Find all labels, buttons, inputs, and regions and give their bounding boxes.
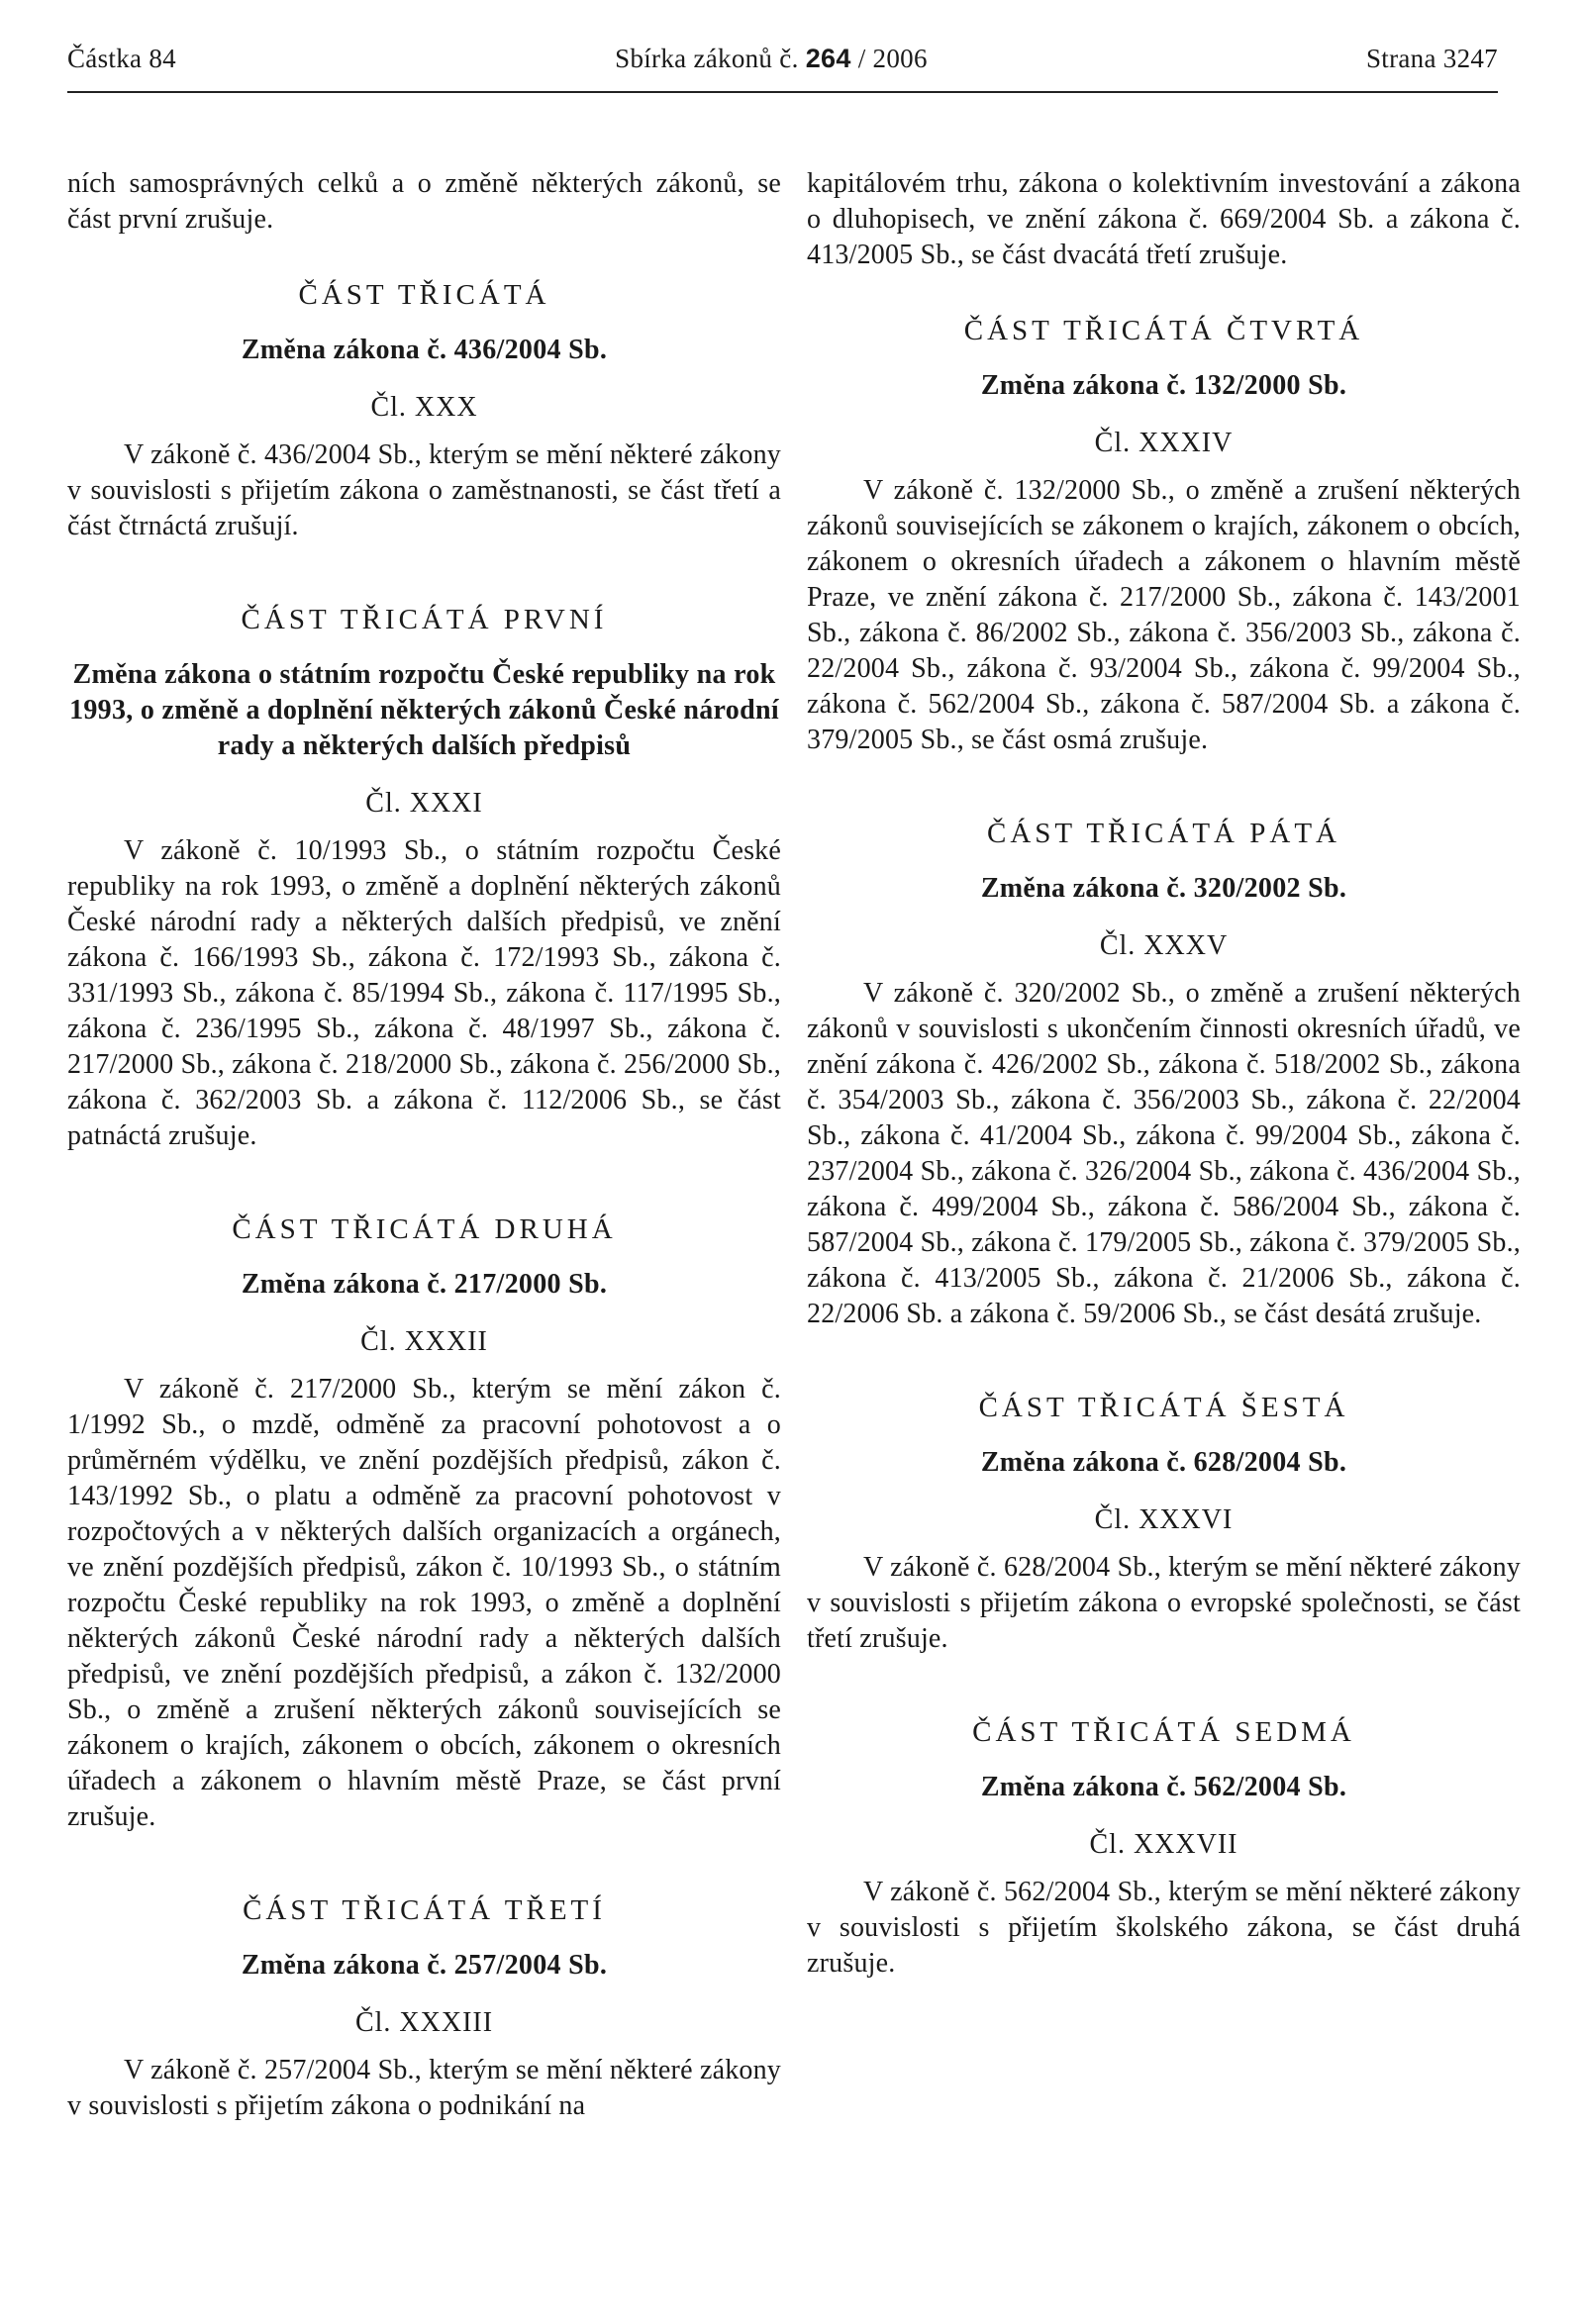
section-part-35 (807, 816, 1521, 1332)
article-text: V zákoně č. 628/2004 Sb., kterým se mění některé zákony v souvislosti s přijetím zákona o evropské společnosti, se část třetí zrušuje. (807, 1552, 1521, 1654)
part-heading: ČÁST TŘICÁTÁ PÁTÁ (987, 818, 1340, 849)
page-header (67, 44, 1498, 93)
part-heading: ČÁST TŘICÁTÁ DRUHÁ (232, 1213, 617, 1245)
article-text: V zákoně č. 562/2004 Sb., kterým se mění některé zákony v souvislosti s přijetím školského zákona, se část druhá zrušuje. (807, 1877, 1521, 1979)
part-heading: ČÁST TŘICÁTÁ SEDMÁ (972, 1716, 1355, 1748)
article-number: Čl. XXXI (365, 788, 483, 819)
article-text: V zákoně č. 436/2004 Sb., kterým se mění některé zákony v souvislosti s přijetím zákona o zaměstnanosti, se část třetí a část čtrnáctá zrušují. (67, 439, 781, 541)
continued-paragraph: ních samosprávných celků a o změně některých zákonů, se část první zrušuje. (67, 168, 781, 235)
left-column (67, 166, 781, 2124)
header-page-number: Strana 3247 (1365, 44, 1498, 73)
part-heading: ČÁST TŘICÁTÁ PRVNÍ (241, 604, 608, 635)
right-column (807, 166, 1521, 1982)
header-collection: Sbírka zákonů č. 264 / 2006 (615, 44, 928, 73)
article-text: V zákoně č. 132/2000 Sb., o změně a zrušení některých zákonů souvisejících se zákonem o krajích, zákonem o obcích, zákonem o okresních úřadech a zákonem o hlavním městě Praze, ve znění zákona č. 217/2000 Sb., zákona č. 143/2001 Sb., zákona č. 86/2002 Sb., zákona č. 356/2003 Sb., zákona č. 22/2004 Sb., zákona č. 93/2004 Sb., zákona č. 99/2004 Sb., zákona č. 562/2004 Sb., zákona č. 587/2004 Sb. a zákona č. 379/2005 Sb., se část osmá zrušuje. (807, 475, 1521, 755)
article-number: Čl. XXXIII (354, 2007, 494, 2038)
law-title: Změna zákona č. 628/2004 Sb. (980, 1447, 1347, 1478)
header-issue: Částka 84 (67, 44, 176, 73)
article-text: V zákoně č. 320/2002 Sb., o změně a zrušení některých zákonů v souvislosti s ukončením činnosti okresních úřadů, ve znění zákona č. 426/2002 Sb., zákona č. 518/2002 Sb., zákona č. 354/2003 Sb., zákona č. 356/2003 Sb., zákona č. 22/2004 Sb., zákona č. 41/2004 Sb., zákona č. 99/2004 Sb., zákona č. 237/2004 Sb., zákona č. 326/2004 Sb., zákona č. 436/2004 Sb., zákona č. 499/2004 Sb., zákona č. 586/2004 Sb., zákona č. 587/2004 Sb., zákona č. 179/2005 Sb., zákona č. 379/2005 Sb., zákona č. 413/2005 Sb., zákona č. 21/2006 Sb., zákona č. 22/2006 Sb. a zákona č. 59/2006 Sb., se část desátá zrušuje. (807, 978, 1521, 1329)
law-title: Změna zákona č. 320/2002 Sb. (980, 873, 1347, 904)
law-title: Změna zákona č. 257/2004 Sb. (241, 1950, 608, 1981)
part-heading: ČÁST TŘICÁTÁ ČTVRTÁ (963, 315, 1364, 346)
article-number: Čl. XXXVII (1089, 1829, 1238, 1860)
law-title: Změna zákona č. 132/2000 Sb. (980, 370, 1347, 401)
part-heading: ČÁST TŘICÁTÁ TŘETÍ (243, 1894, 606, 1926)
section-part-32 (67, 1211, 781, 1835)
article-text: V zákoně č. 10/1993 Sb., o státním rozpočtu České republiky na rok 1993, o změně a doplnění některých zákonů České národní rady a některých dalších předpisů, ve znění zákona č. 166/1993 Sb., zákona č. 172/1993 Sb., zákona č. 331/1993 Sb., zákona č. 85/1994 Sb., zákona č. 117/1995 Sb., zákona č. 236/1995 Sb., zákona č. 48/1997 Sb., zákona č. 217/2000 Sb., zákona č. 218/2000 Sb., zákona č. 256/2000 Sb., zákona č. 362/2003 Sb. a zákona č. 112/2006 Sb., se část patnáctá zrušuje. (67, 835, 781, 1151)
continued-paragraph: kapitálovém trhu, zákona o kolektivním investování a zákona o dluhopisech, ve znění zákona č. 669/2004 Sb. a zákona č. 413/2005 Sb., se část dvacátá třetí zrušuje. (807, 168, 1521, 270)
section-part-34 (807, 313, 1521, 758)
law-title: Změna zákona o státním rozpočtu České republiky na rok 1993, o změně a doplnění některých zákonů České národní rady a některých dalších předpisů (69, 659, 779, 761)
law-title: Změna zákona č. 436/2004 Sb. (241, 335, 608, 365)
article-number: Čl. XXXVI (1094, 1504, 1234, 1535)
header-collection-number: 264 (805, 44, 851, 73)
section-part-31 (67, 602, 781, 1154)
law-title: Změna zákona č. 217/2000 Sb. (241, 1269, 608, 1300)
law-title: Změna zákona č. 562/2004 Sb. (980, 1772, 1347, 1802)
article-text: V zákoně č. 217/2000 Sb., kterým se mění zákon č. 1/1992 Sb., o mzdě, odměně za pracovní pohotovost a o průměrném výdělku, ve znění pozdějších předpisů, zákon č. 143/1992 Sb., o platu a odměně za pracovní pohotovost v rozpočtových a v některých dalších organizacích a orgánech, ve znění pozdějších předpisů, zákon č. 10/1993 Sb., o státním rozpočtu České republiky na rok 1993, o změně a doplnění některých zákonů České národní rady a některých dalších předpisů, ve znění pozdějších předpisů, a zákon č. 132/2000 Sb., o změně a zrušení některých zákonů souvisejících se zákonem o krajích, zákonem o obcích, zákonem o okresních úřadech a zákonem o hlavním městě Praze, se část první zrušuje. (67, 1374, 781, 1832)
article-number: Čl. XXXIV (1094, 428, 1234, 458)
section-part-30 (67, 277, 781, 544)
part-heading: ČÁST TŘICÁTÁ (298, 279, 550, 311)
article-text: V zákoně č. 257/2004 Sb., kterým se mění některé zákony v souvislosti s přijetím zákona o podnikání na (67, 2055, 781, 2121)
section-part-37 (807, 1714, 1521, 1982)
article-number: Čl. XXX (370, 392, 478, 423)
article-number: Čl. XXXII (360, 1326, 488, 1357)
article-number: Čl. XXXV (1099, 930, 1229, 961)
section-part-33 (67, 1892, 781, 2124)
part-heading: ČÁST TŘICÁTÁ ŠESTÁ (978, 1392, 1349, 1423)
section-part-36 (807, 1390, 1521, 1657)
